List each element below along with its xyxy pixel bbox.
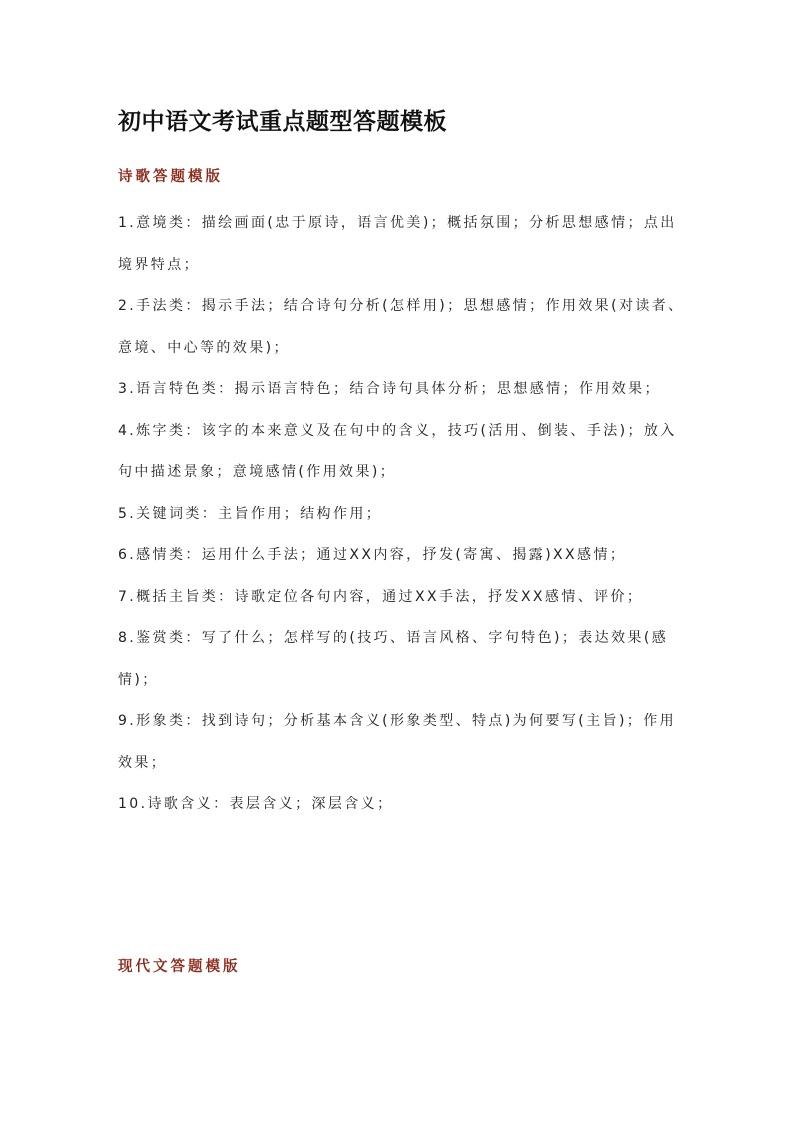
list-item: 7.概括主旨类：诗歌定位各句内容，通过XX手法，抒发XX感情、评价； — [118, 588, 644, 605]
list-item: 8.鉴赏类：写了什么；怎样写的(技巧、语言风格、字句特色)；表达效果(感情)； — [118, 630, 669, 688]
list-item: 5.关键词类：主旨作用；结构作用； — [118, 505, 383, 522]
list-item: 6.感情类：运用什么手法；通过XX内容，抒发(寄寓、揭露)XX感情； — [118, 547, 627, 563]
list-item: 1.意境类：描绘画面(忠于原诗，语言优美)；概括氛围；分析思想感情；点出境界特点； — [118, 215, 677, 273]
document-title: 初中语文考试重点题型答题模板 — [118, 109, 447, 135]
list-item: 4.炼字类：该字的本来意义及在句中的含义，技巧(活用、倒装、手法)；放入句中描述景象；意境感情(作用效果)； — [118, 422, 677, 480]
list-item: 3.语言特色类：揭示语言特色；结合诗句具体分析；思想感情；作用效果； — [118, 381, 661, 397]
list-item: 10.诗歌含义：表层含义；深层含义； — [118, 796, 394, 812]
poetry-template-list — [118, 203, 690, 826]
section-heading-poetry: 诗歌答题模版 — [118, 169, 223, 185]
section-heading-modern-prose: 现代文答题模版 — [118, 959, 241, 975]
list-item: 2.手法类：揭示手法；结合诗句分析(怎样用)；思想感情；作用效果(对读者、意境、中心等的效果)； — [118, 298, 685, 356]
list-item: 9.形象类：找到诗句；分析基本含义(形象类型、特点)为何要写(主旨)；作用效果； — [118, 713, 677, 771]
